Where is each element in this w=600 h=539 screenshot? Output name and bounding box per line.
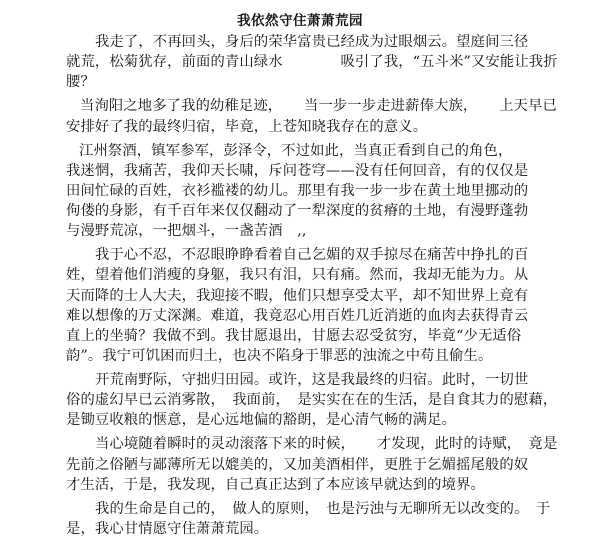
paragraph-5-line-3: 是锄豆收粮的惬意，是心远地偏的豁朗，是心清气畅的满足。	[66, 412, 457, 428]
paragraph-2-line-2: 安排好了我的最终归宿，毕竟，上苍知晓我存在的意义。	[66, 119, 428, 135]
paragraph-3-line-1: 江州祭酒，镇军参军，彭泽令，不过如此，当真正看到自己的角色，	[79, 143, 513, 159]
paragraph-1-line-3: 腰？	[66, 74, 95, 90]
paragraph-6-line-3: 才生活，于是，我发现，自己真正达到了本应该早就达到的境界。	[66, 477, 485, 493]
paragraph-6-line-2: 先前之俗陋与鄙薄所无以媲美的，又加美酒相伴，更胜于乞媚摇尾般的奴	[66, 457, 529, 473]
paragraph-4-line-3: 天而降的士人大夫，我迎接不暇，他们只想享受太平，却不知世界上竟有	[66, 288, 529, 304]
paragraph-5-line-1: 开荒南野际，守拙归田园。或许，这是我最终的归宿。此时，一切世	[95, 372, 529, 388]
document-title: 我依然守住萧萧荒园	[237, 13, 363, 29]
paragraph-3-line-5: 与漫野荒凉，一把烟斗，一盏苦酒 ,,	[66, 223, 307, 239]
paragraph-4-line-1: 我于心不忍，不忍眼睁睁看着自己乞媚的双手掠尽在痛苦中挣扎的百	[95, 247, 529, 263]
paragraph-4-line-6: 韵”。我宁可饥困而归土，也决不陷身于罪恶的浊流之中苟且偷生。	[66, 348, 493, 364]
paragraph-7-line-1: 我的生命是自己的， 做人的原则， 也是污浊与无聊所无以改变的。 于	[95, 501, 551, 517]
paragraph-5-line-2: 俗的虚幻早已云消雾散， 我面前， 是实实在在的生活，是自食其力的慰藉，	[66, 392, 558, 408]
paragraph-3-line-4: 佝偻的身影，有千百年来仅仅翻动了一犁深度的贫瘠的土地，有漫野蓬勃	[66, 203, 529, 219]
paragraph-1-line-1: 我走了，不再回头，身后的荣华富贵已经成为过眼烟云。望庭间三径	[95, 34, 529, 50]
paragraph-1-line-2: 就荒，松菊犹存，前面的青山绿水 吸引了我，“五斗米”又安能让我折	[66, 54, 558, 70]
paragraph-4-line-2: 姓，望着他们消瘦的身躯，我只有泪，只有痛。然而，我却无能为力。从	[66, 267, 529, 283]
paragraph-6-line-1: 当心境随着瞬时的灵动滚落下来的时候， 才发现，此时的诗赋， 竟是	[95, 436, 558, 452]
paragraph-3-line-2: 我迷惘，我痛苦，我仰天长啸，斥问苍穹——没有任何回音，有的仅仅是	[66, 163, 529, 179]
paragraph-4-line-4: 难以想像的万丈深渊。难道，我竟忍心用百姓几近消逝的血肉去获得青云	[66, 308, 529, 324]
paragraph-4-line-5: 直上的坐骑？我做不到。我甘愿退出，甘愿去忍受贫穷，毕竟“少无适俗	[66, 328, 522, 344]
paragraph-2-line-1: 当洵阳之地多了我的幼稚足迹， 当一步一步走进薪俸大族， 上天早已	[80, 98, 557, 114]
paragraph-7-line-2: 是，我心甘情愿守住萧萧荒园。	[66, 521, 269, 537]
paragraph-3-line-3: 田间忙碌的百姓，衣衫褴褛的幼儿。那里有我一步一步在黄土地里挪动的	[66, 183, 529, 199]
